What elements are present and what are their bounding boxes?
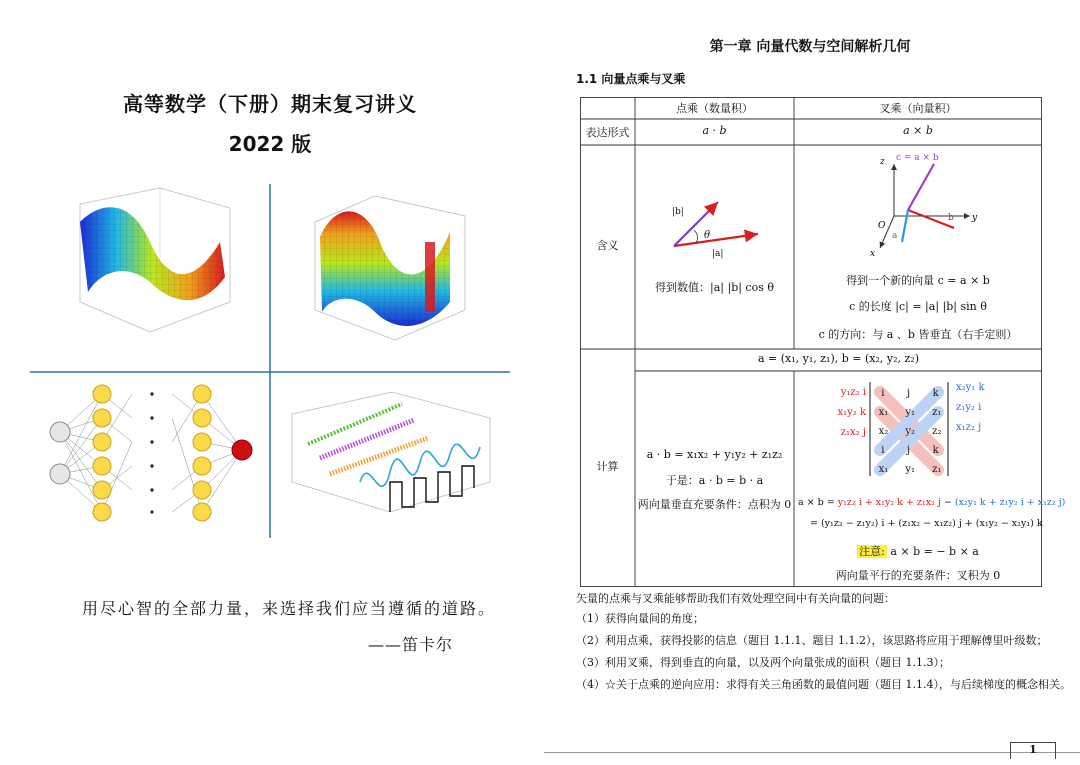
det-row	[870, 403, 950, 422]
det-right-term: z₁y₂ i	[956, 402, 982, 413]
chapter-title: 第一章 向量代数与空间解析几何	[709, 39, 911, 55]
cross-calc-4: 两向量平行的充要条件：叉积为 0	[835, 569, 1001, 582]
cross-fig-a: a	[892, 231, 898, 241]
coords-row: a = (x₁, y₁, z₁), b = (x₂, y₂, z₂)	[757, 352, 920, 365]
det-cell: k	[932, 445, 939, 456]
det-right-terms	[956, 378, 1006, 438]
det-row	[870, 460, 950, 479]
section-title: 1.1 向量点乘与叉乘	[576, 72, 686, 86]
cross-meaning-3: c 的方向：与 a 、b 皆垂直（右手定则）	[818, 328, 1018, 341]
det-cell: k	[932, 388, 939, 399]
det-left-term: z₁x₂ j	[840, 427, 866, 438]
det-left-terms	[820, 383, 866, 443]
det-left-term: y₁z₂ i	[840, 387, 866, 398]
cross-meaning-1: 得到一个新的向量 c = a × b	[846, 274, 990, 287]
cross-meaning-2: c 的长度 |c| = |a| |b| sin θ	[849, 300, 987, 313]
cover-year: 2022 版	[228, 132, 312, 156]
dot-fig-a: |a|	[712, 249, 724, 259]
det-cell: j	[907, 445, 911, 456]
cross-fig-z: z	[880, 157, 885, 167]
wave-plot-icon	[292, 392, 490, 512]
det-cell: z₂	[932, 426, 942, 437]
det-cell: i	[881, 445, 885, 456]
det-cell: z₁	[932, 464, 942, 475]
dot-fig-theta: θ	[704, 230, 711, 241]
det-right-term: x₁z₂ j	[956, 422, 982, 433]
cross-calc-blue-terms: (x₂y₁ k + z₁y₂ i + x₁z₂ j)	[954, 497, 1066, 508]
page-number: 1	[1010, 742, 1056, 759]
det-cell: j	[907, 388, 911, 399]
paragraph-item-3: （3）利用叉乘，得到垂直的向量，以及两个向量张成的面积（题目 1.1.3）；	[576, 656, 950, 669]
det-cell: i	[881, 388, 885, 399]
cross-fig-c: c = a × b	[896, 153, 939, 163]
det-cell: y₁	[905, 407, 916, 418]
det-row	[870, 384, 950, 403]
det-cell: z₁	[932, 407, 942, 418]
note-label: 注意:	[859, 545, 885, 558]
cover-quote-author: ——笛卡尔	[368, 635, 454, 654]
header-dot: 点乘（数量积）	[676, 102, 753, 115]
det-cell: x₁	[878, 407, 889, 418]
header-cross: 叉乘（向量积）	[879, 102, 957, 115]
cover-quote: 用尽心智的全部力量，来选择我们应当遵循的道路。	[82, 599, 497, 618]
note-text: a × b = − b × a	[886, 545, 979, 558]
cross-calc-note	[794, 543, 1042, 559]
row-label-form: 表达形式	[585, 126, 630, 139]
det-cell: y₁	[905, 464, 916, 475]
paragraph-item-2: （2）利用点乘，获得投影的信息（题目 1.1.1、题目 1.1.2），该思路将应用于理解傅里叶级数；	[576, 634, 1048, 647]
row-label-calc: 计算	[596, 460, 619, 473]
neural-network-icon	[50, 385, 252, 521]
dot-meaning: 得到数值：|a| |b| cos θ	[655, 281, 774, 294]
surface-plot-icon	[80, 188, 230, 332]
cross-calc-red-terms: y₁z₂ i + x₁y₂ k + z₁x₂ j	[837, 497, 941, 508]
det-row	[870, 441, 950, 460]
cross-fig-y: y	[972, 213, 978, 223]
cross-product-figure	[870, 148, 990, 258]
footer-rule	[544, 752, 1080, 753]
det-cell: y₂	[905, 426, 916, 437]
dot-calc-1: a · b = x₁x₂ + y₁y₂ + z₁z₂	[646, 448, 783, 461]
row-label-meaning: 含义	[596, 239, 619, 252]
cover-illustration	[30, 182, 510, 540]
determinant-grid	[870, 384, 950, 479]
det-right-term: x₂y₁ k	[956, 382, 985, 393]
cross-fig-x: x	[870, 249, 876, 258]
det-cell: x₁	[878, 464, 889, 475]
dot-form: a · b	[702, 124, 727, 137]
bar-surface-plot-icon	[315, 196, 465, 340]
paragraph-intro: 矢量的点乘与叉乘能够帮助我们有效处理空间中有关向量的问题：	[576, 592, 895, 605]
det-left-term: x₁y₂ k	[837, 407, 866, 418]
cover-title: 高等数学（下册）期末复习讲义	[123, 92, 417, 116]
dot-calc-2: 于是：a · b = b · a	[665, 474, 764, 487]
paragraph-item-4: （4）☆关于点乘的逆向应用：求得有关三角函数的最值问题（题目 1.1.4），与后续梯度的概念相关。	[576, 678, 1071, 691]
det-cell: x₂	[878, 426, 889, 437]
cross-calc-1	[798, 497, 1066, 508]
det-row	[870, 422, 950, 441]
dot-fig-b: |b|	[672, 207, 684, 217]
cross-calc-minus: −	[940, 497, 955, 508]
cross-calc-lhs: a × b =	[798, 497, 838, 508]
cross-fig-o: O	[878, 221, 886, 231]
dot-calc-3: 两向量垂直充要条件：点积为 0	[637, 498, 792, 511]
paragraph-item-1: （1）获得向量间的角度；	[576, 612, 704, 625]
cross-fig-b: b	[948, 213, 954, 223]
dot-product-figure	[660, 190, 770, 266]
cross-calc-2: = (y₁z₂ − z₁y₂) i + (z₁x₂ − x₁z₂) j + (x₁y₂ − x₂y₁) k	[810, 518, 1043, 529]
cross-form: a × b	[903, 124, 933, 137]
